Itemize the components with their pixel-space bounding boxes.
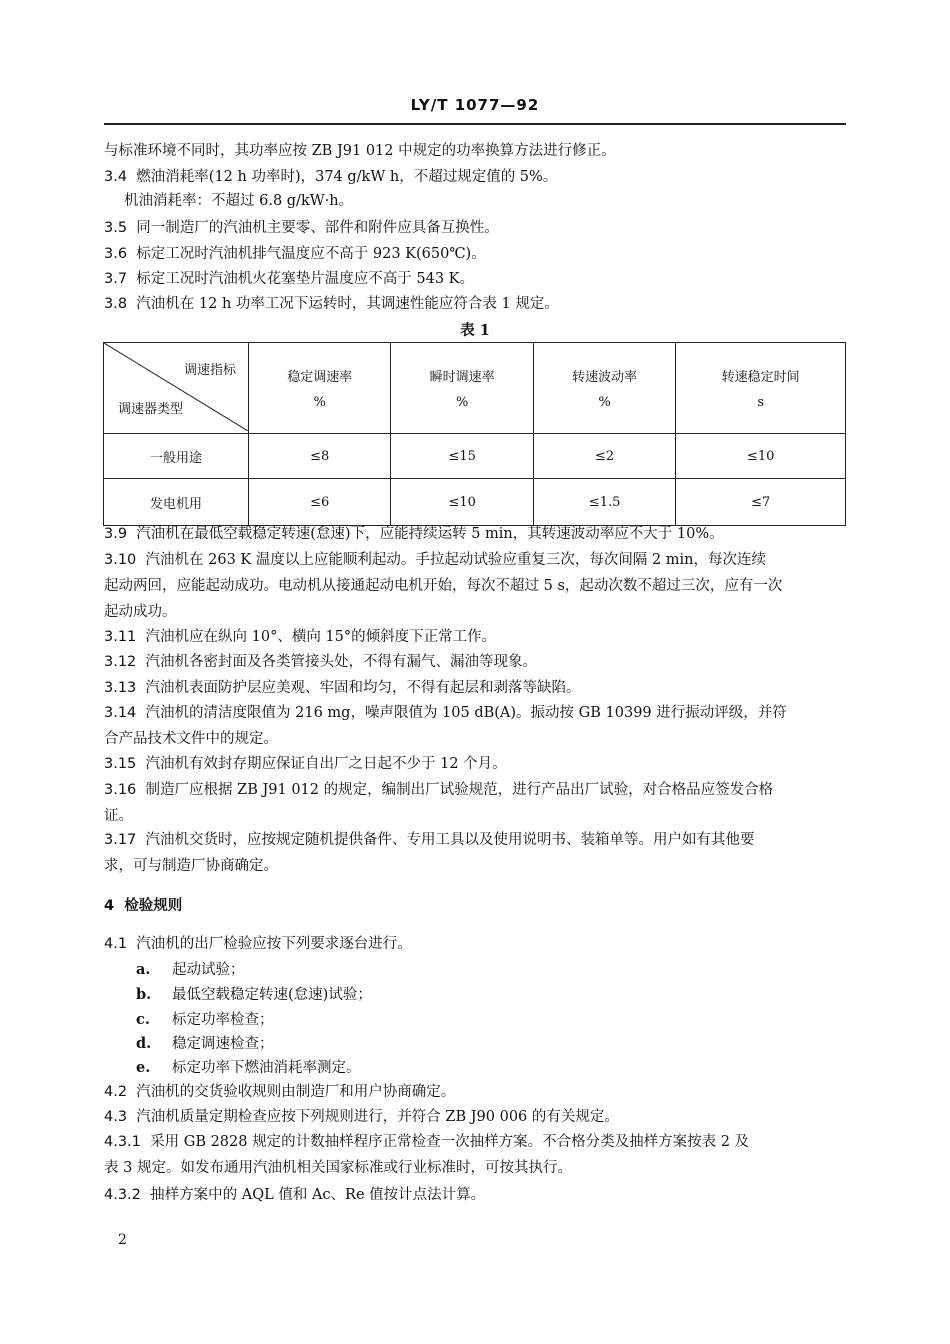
clause-number: 4.3.2: [104, 1187, 141, 1203]
column-header-label: 转速稳定时间: [721, 370, 800, 385]
list-item: [136, 1034, 878, 1054]
text-line: 证。: [104, 808, 133, 824]
table-cell: ≤10: [391, 479, 533, 526]
clause-3-8: [104, 294, 846, 314]
clause-number: 3.10: [104, 552, 137, 568]
clause-3-15: [104, 754, 846, 774]
list-item-label: c.: [136, 1011, 150, 1028]
clause-text: 标定工况时汽油机排气温度应不高于 923 K(650℃)。: [136, 246, 486, 262]
diagonal-line: [104, 343, 248, 431]
table-row: [104, 434, 846, 479]
clause-3-10: [104, 550, 846, 570]
text-line: 表 3 规定。如发布通用汽油机相关国家标准或行业标准时，可按其执行。: [104, 1160, 572, 1176]
clause-text: 汽油机的交货验收规则由制造厂和用户协商确定。: [136, 1084, 456, 1100]
list-item-label: e.: [136, 1059, 151, 1076]
clause-number: 3.5: [104, 220, 128, 236]
clause-3-17: [104, 830, 846, 850]
table-cell: ≤6: [249, 479, 391, 526]
clause-4-3: [104, 1107, 846, 1127]
list-item: [136, 960, 878, 980]
text-line: 起动成功。: [104, 604, 177, 620]
clause-4-2: [104, 1082, 846, 1102]
section-title: 检验规则: [124, 898, 183, 914]
list-item-label: d.: [136, 1035, 152, 1052]
page-number: 2: [118, 1232, 127, 1248]
clause-text: 汽油机在 263 K 温度以上应能顺利起动。手拉起动试验应重复三次，每次间隔 2 min，每次连续: [145, 552, 767, 568]
header-rule: [104, 123, 846, 125]
clause-number: 3.6: [104, 246, 128, 262]
table-cell: ≤15: [391, 434, 533, 479]
table-caption: 表 1: [460, 322, 490, 339]
list-item-text: 标定功率下燃油消耗率测定。: [172, 1060, 361, 1076]
column-header: [676, 343, 846, 434]
clause-text: 汽油机质量定期检查应按下列规则进行，并符合 ZB J90 006 的有关规定。: [136, 1109, 619, 1125]
clause-text: 汽油机在最低空载稳定转速(怠速)下，应能持续运转 5 min，其转速波动率应不大于 10%。: [136, 526, 724, 542]
table-cell: ≤7: [676, 479, 846, 526]
clause-text: 汽油机表面防护层应美观、牢固和均匀，不得有起层和剥落等缺陷。: [145, 680, 581, 696]
text-line: 求，可与制造厂协商确定。: [104, 858, 278, 874]
clause-3-16: [104, 780, 846, 800]
clause-3-13: [104, 678, 846, 698]
clause-text: 制造厂应根据 ZB J91 012 的规定，编制出厂试验规范，进行产品出厂试验，对合格品应签发合格: [145, 782, 774, 798]
clause-3-6: [104, 244, 846, 264]
text-line: 与标准环境不同时，其功率应按 ZB J91 012 中规定的功率换算方法进行修正。: [104, 143, 616, 159]
clause-number: 3.11: [104, 629, 137, 645]
column-header: [533, 343, 675, 434]
table-cell: ≤8: [249, 434, 391, 479]
clause-text: 汽油机有效封存期应保证自出厂之日起不少于 12 个月。: [145, 756, 507, 772]
governor-performance-table: [103, 342, 846, 526]
column-header-unit: %: [598, 395, 611, 410]
clause-3-14: [104, 703, 846, 723]
clause-number: 3.17: [104, 832, 137, 848]
section-number: 4: [104, 898, 115, 914]
clause-number: 4.1: [104, 936, 128, 952]
clause-text: 汽油机各密封面及各类管接头处，不得有漏气、漏油等现象。: [145, 654, 538, 670]
clause-number: 3.14: [104, 705, 137, 721]
list-item-text: 最低空载稳定转速(怠速)试验；: [172, 987, 372, 1003]
clause-3-7: [104, 269, 846, 289]
clause-number: 4.3: [104, 1109, 128, 1125]
clause-text: 汽油机交货时，应按规定随机提供备件、专用工具以及使用说明书、装箱单等。用户如有其他要: [145, 832, 755, 848]
column-header-unit: %: [313, 395, 326, 410]
list-item-label: b.: [136, 986, 152, 1003]
clause-3-5: [104, 218, 846, 238]
list-item: [136, 985, 878, 1005]
clause-text: 汽油机的清洁度限值为 216 mg，噪声限值为 105 dB(A)。振动按 GB 10399 进行振动评级，并符: [145, 705, 787, 721]
clause-text: 标定工况时汽油机火花塞垫片温度应不高于 543 K。: [136, 271, 475, 287]
clause-text: 同一制造厂的汽油机主要零、部件和附件应具备互换性。: [136, 220, 499, 236]
corner-top-label: 调速指标: [183, 363, 236, 378]
clause-number: 3.9: [104, 526, 128, 542]
table-cell: ≤2: [533, 434, 675, 479]
text-line: 合产品技术文件中的规定。: [104, 731, 278, 747]
column-header: [391, 343, 533, 434]
clause-text: 汽油机的出厂检验应按下列要求逐台进行。: [136, 936, 412, 952]
column-header-label: 瞬时调速率: [429, 370, 495, 385]
clause-text: 汽油机在 12 h 功率工况下运转时，其调速性能应符合表 1 规定。: [136, 296, 559, 312]
clause-4-3-2: [104, 1185, 846, 1205]
clause-4-1: [104, 934, 846, 954]
clause-number: 4.2: [104, 1084, 128, 1100]
table-corner-cell: [104, 343, 249, 434]
list-item-text: 标定功率检查；: [172, 1012, 274, 1028]
list-item: [136, 1010, 878, 1030]
clause-3-9: [104, 524, 846, 544]
table-row: [104, 479, 846, 526]
clause-text: 燃油消耗率(12 h 功率时)，374 g/kW h，不超过规定值的 5%。: [136, 169, 558, 185]
text-line: 机油消耗率：不超过 6.8 g/kW·h。: [124, 193, 354, 209]
list-item: [136, 1058, 878, 1078]
column-header: [249, 343, 391, 434]
clause-number: 3.12: [104, 654, 137, 670]
clause-number: 3.8: [104, 296, 128, 312]
text-line: 起动两回，应能起动成功。电动机从接通起动电机开始，每次不超过 5 s，起动次数不超过三次，应有一次: [104, 578, 783, 594]
clause-number: 3.15: [104, 756, 137, 772]
clause-number: 3.7: [104, 271, 128, 287]
clause-4-3-1: [104, 1132, 846, 1152]
list-item-text: 起动试验；: [172, 962, 245, 978]
standard-code-header: LY/T 1077—92: [410, 96, 540, 114]
section-4-heading: [104, 896, 846, 916]
list-item-text: 稳定调速检查；: [172, 1036, 274, 1052]
column-header-unit: s: [757, 395, 764, 410]
clause-3-12: [104, 652, 846, 672]
row-header: 一般用途: [104, 434, 249, 479]
clause-3-11: [104, 627, 846, 647]
table-cell: ≤1.5: [533, 479, 675, 526]
clause-text: 汽油机应在纵向 10°、横向 15°的倾斜度下正常工作。: [145, 629, 497, 645]
clause-3-4: [104, 167, 846, 187]
clause-number: 3.4: [104, 169, 128, 185]
corner-bottom-label: 调速器类型: [118, 402, 184, 417]
list-item-label: a.: [136, 961, 151, 978]
clause-number: 4.3.1: [104, 1134, 141, 1150]
column-header-label: 稳定调速率: [287, 370, 353, 385]
column-header-unit: %: [455, 395, 469, 410]
row-header: 发电机用: [104, 479, 249, 526]
clause-number: 3.13: [104, 680, 137, 696]
clause-number: 3.16: [104, 782, 137, 798]
table-cell: ≤10: [676, 434, 846, 479]
column-header-label: 转速波动率: [572, 370, 638, 385]
clause-text: 抽样方案中的 AQL 值和 Ac、Re 值按计点法计算。: [150, 1187, 486, 1203]
clause-text: 采用 GB 2828 规定的计数抽样程序正常检查一次抽样方案。不合格分类及抽样方案按表 2 及: [150, 1134, 750, 1150]
